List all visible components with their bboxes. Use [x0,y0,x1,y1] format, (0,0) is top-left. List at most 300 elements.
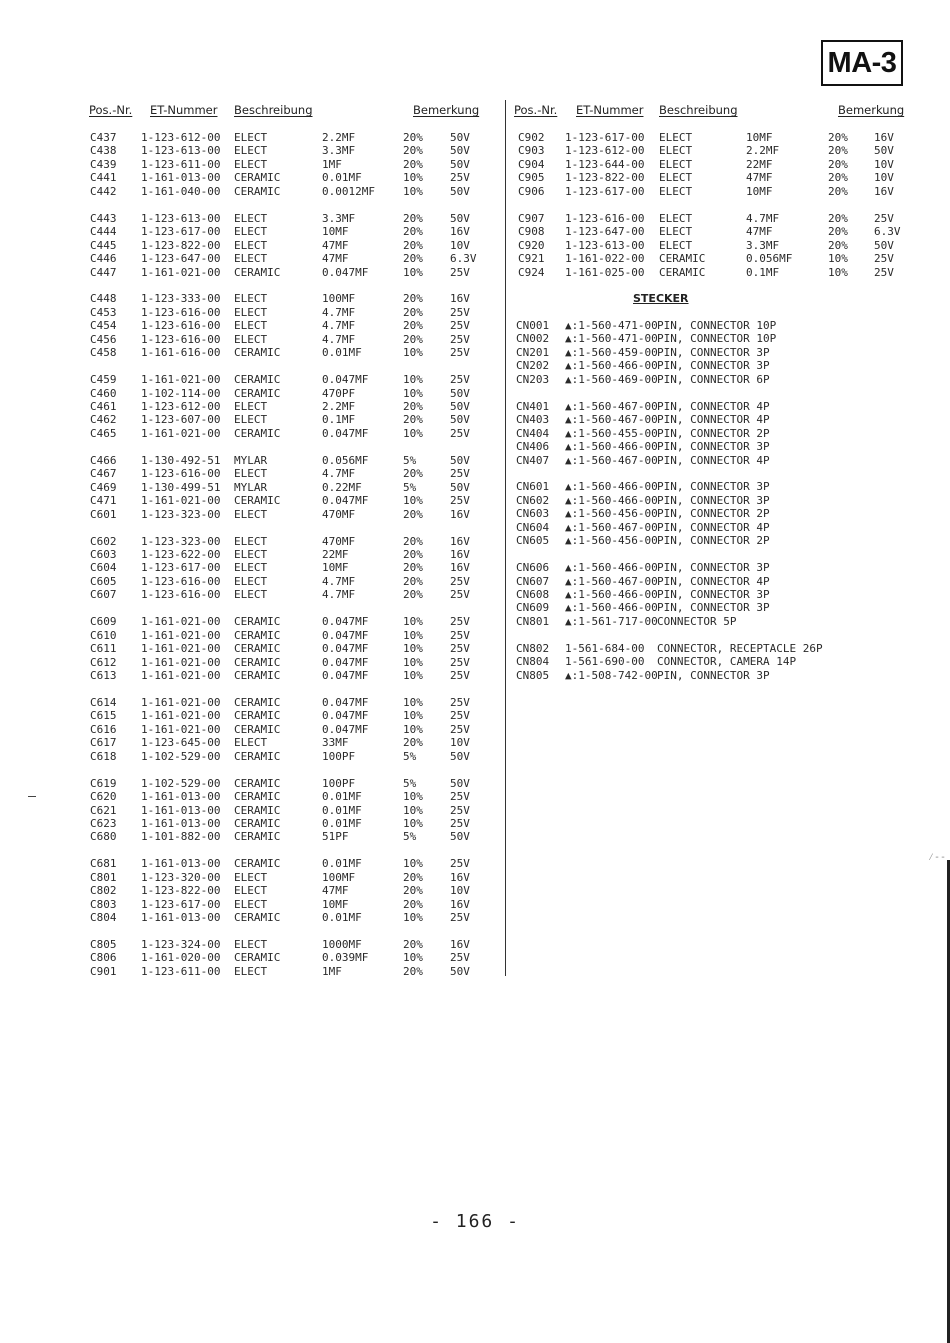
scan-mark-right: ⁄-- [928,852,947,863]
table-row-cell: 50V [450,453,470,467]
table-row-cell: 5% [403,749,417,763]
table-row-cell: 1-161-013-00 [141,171,221,185]
table-row-cell: C904 [518,157,545,171]
connector-row-cell: ▲:1-560-466-00 [565,588,658,601]
table-row-cell: C612 [90,655,117,669]
connector-row-cell: CN602 [516,493,550,507]
table-row-cell: 20% [403,144,423,158]
table-row-cell: C454 [90,319,117,333]
table-row-cell: C920 [518,238,545,252]
table-row-cell: 0.047MF [322,373,369,387]
table-row-cell: C447 [90,265,117,279]
table-row-cell: 1-123-612-00 [565,144,645,158]
table-row-cell: C441 [90,171,117,185]
table-row-cell: 0.047MF [322,494,369,508]
table-row-cell: 470PF [322,386,356,400]
table-row-cell: C465 [90,426,117,440]
table-row-cell: CERAMIC [234,494,281,508]
table-row-cell: 20% [828,184,848,198]
table-row-cell: 1-161-021-00 [141,722,221,736]
table-row-cell: C601 [90,507,117,521]
table-row-cell: 1-123-617-00 [141,897,221,911]
table-row-cell: 1-123-644-00 [565,157,645,171]
table-row-cell: 20% [403,507,423,521]
table-row-cell: ELECT [234,238,268,252]
table-row-cell: 1-123-323-00 [141,507,221,521]
table-row-cell: C459 [90,373,117,387]
connector-row-cell: CN406 [516,440,550,454]
table-row-cell: 16V [874,131,894,144]
table-row-cell: 1-123-647-00 [141,252,221,266]
table-row-cell: ELECT [659,225,693,239]
table-row-cell: ELECT [234,507,268,521]
connector-row-cell: ▲:1-560-466-00 [565,480,658,494]
table-row-cell: C905 [518,171,545,185]
connector-row-cell: PIN, CONNECTOR 3P [657,440,770,454]
table-row-cell: 20% [403,588,423,602]
table-row-cell: CERAMIC [234,816,281,830]
table-row-cell: 1-161-021-00 [141,655,221,669]
table-row-cell: ELECT [659,171,693,185]
connector-row-cell: PIN, CONNECTOR 6P [657,372,770,386]
table-row-cell: 1-123-822-00 [141,884,221,898]
table-row-cell: 1-123-617-00 [141,561,221,575]
table-row-cell: 1-101-882-00 [141,830,221,844]
table-row-cell: C610 [90,628,117,642]
table-row-cell: 1-123-607-00 [141,413,221,427]
connector-row-cell: PIN, CONNECTOR 2P [657,534,770,548]
table-row-cell: ELECT [659,131,693,144]
connector-row-cell: CONNECTOR 5P [657,614,737,628]
table-row-cell: ELECT [234,305,268,319]
connector-row-cell: PIN, CONNECTOR 3P [657,480,770,494]
table-row-cell: 0.01MF [322,857,362,871]
table-row-cell: 10% [403,628,423,642]
table-row-cell: 1-130-499-51 [141,480,221,494]
table-row-cell: 50V [450,480,470,494]
table-row-cell: 10% [403,642,423,656]
connector-row-cell: CN407 [516,453,550,467]
table-row-cell: 1-123-323-00 [141,534,221,548]
table-row-cell: 20% [403,938,423,951]
table-row-cell: 10% [403,857,423,871]
table-row-cell: 47MF [322,252,349,266]
table-row-cell: 25V [450,628,470,642]
table-row-cell: 1-161-013-00 [141,816,221,830]
table-row-cell: C456 [90,332,117,346]
table-row-cell: 1-130-492-51 [141,453,221,467]
table-row-cell: 1-123-616-00 [565,211,645,225]
table-row-cell: 470MF [322,534,356,548]
table-row-cell: CERAMIC [234,615,281,629]
table-row-cell: 25V [450,373,470,387]
table-row-cell: 1-161-022-00 [565,252,645,266]
table-row-cell: 1-102-529-00 [141,776,221,790]
table-row-cell: 0.047MF [322,669,369,682]
table-row-cell: 50V [450,776,470,790]
table-row-cell: 20% [403,238,423,252]
table-row-cell: 47MF [322,238,349,252]
table-row-cell: 50V [450,157,470,171]
table-row-cell: 1-161-616-00 [141,346,221,360]
connector-row-cell: ▲:1-560-459-00 [565,345,658,359]
table-row-cell: 20% [403,319,423,333]
table-row-cell: 10% [403,709,423,723]
table-row-cell: 2.2MF [322,131,356,144]
table-row-cell: C442 [90,184,117,198]
right-header-remark: Bemerkung [838,103,905,117]
table-row-cell: 2.2MF [746,144,780,158]
connector-row-cell: ▲:1-508-742-00 [565,668,658,682]
table-row-cell: 20% [403,467,423,481]
table-row-cell: CERAMIC [234,790,281,804]
table-row-cell: CERAMIC [234,346,281,360]
table-row-cell: 1-123-617-00 [141,225,221,239]
table-row-cell: 5% [403,453,417,467]
connector-row-cell: ▲:1-561-717-00 [565,614,658,628]
connector-row-cell: PIN, CONNECTOR 3P [657,345,770,359]
table-row-cell: C618 [90,749,117,763]
table-row-cell: CERAMIC [659,252,706,266]
table-row-cell: 51PF [322,830,349,844]
table-row-cell: 25V [450,803,470,817]
right-header-desc: Beschreibung [659,103,738,117]
table-row-cell: 0.039MF [322,951,369,965]
connector-row-cell: ▲:1-560-455-00 [565,426,658,440]
table-row-cell: ELECT [234,225,268,239]
table-row-cell: 25V [450,911,470,925]
table-row-cell: 25V [874,211,894,225]
table-row-cell: 20% [403,252,423,266]
connector-row-cell: ▲:1-560-467-00 [565,453,658,467]
table-row-cell: 0.047MF [322,265,369,279]
table-row-cell: C906 [518,184,545,198]
table-row-cell: 1-161-013-00 [141,911,221,925]
table-row-cell: 1-161-021-00 [141,494,221,508]
table-row-cell: 20% [403,870,423,884]
table-row-cell: 6.3V [874,225,901,239]
connector-row-cell: CN608 [516,588,550,601]
table-row-cell: C620 [90,790,117,804]
table-row-cell: 20% [828,211,848,225]
connector-row-cell: PIN, CONNECTOR 4P [657,574,770,588]
table-row-cell: 1-102-114-00 [141,386,221,400]
table-row-cell: 10% [828,265,848,279]
table-row-cell: 4.7MF [746,211,780,225]
table-row-cell: C623 [90,816,117,830]
table-row-cell: 0.047MF [322,709,369,723]
table-row-cell: CERAMIC [234,642,281,656]
table-row-cell: 16V [450,547,470,561]
table-row-cell: 1-123-611-00 [141,157,221,171]
page-number: - 166 - [430,1211,520,1232]
table-row-cell: ELECT [234,561,268,575]
table-row-cell: ELECT [234,319,268,333]
connector-row-cell: PIN, CONNECTOR 3P [657,601,770,615]
table-row-cell: C602 [90,534,117,548]
left-header-remark: Bemerkung [413,103,480,117]
connector-row-cell: ▲:1-560-469-00 [565,372,658,386]
connector-row-cell: ▲:1-560-466-00 [565,440,658,454]
table-row-cell: 25V [450,265,470,279]
table-row-cell: 20% [828,238,848,252]
connector-row-cell: CN403 [516,413,550,427]
table-row-cell: ELECT [659,184,693,198]
table-row-cell: CERAMIC [234,386,281,400]
table-row-cell: 0.01MF [322,911,362,925]
table-row-cell: 1-123-617-00 [565,184,645,198]
table-row-cell: 1-161-013-00 [141,857,221,871]
table-row-cell: 100MF [322,870,356,884]
table-row-cell: C469 [90,480,117,494]
table-row-cell: C907 [518,211,545,225]
table-row-cell: CERAMIC [234,722,281,736]
table-row-cell: 20% [403,964,423,978]
connector-row-cell: ▲:1-560-467-00 [565,574,658,588]
table-row-cell: 20% [403,305,423,319]
table-row-cell: C453 [90,305,117,319]
table-row-cell: CERAMIC [234,776,281,790]
table-row-cell: 1-161-021-00 [141,669,221,682]
table-row-cell: C901 [90,964,117,978]
table-row-cell: ELECT [234,252,268,266]
table-row-cell: 1-161-013-00 [141,803,221,817]
table-row-cell: 50V [450,413,470,427]
table-row-cell: CERAMIC [234,265,281,279]
table-row-cell: ELECT [234,467,268,481]
table-row-cell: 25V [450,709,470,723]
table-row-cell: ELECT [234,332,268,346]
table-row-cell: ELECT [234,547,268,561]
table-row-cell: ELECT [659,157,693,171]
table-row-cell: 20% [403,157,423,171]
table-row-cell: 20% [403,332,423,346]
table-row-cell: C805 [90,938,117,951]
table-row-cell: 1-161-040-00 [141,184,221,198]
table-row-cell: 0.01MF [322,803,362,817]
table-row-cell: 10MF [322,897,349,911]
table-row-cell: 1-161-021-00 [141,628,221,642]
table-row-cell: 25V [450,790,470,804]
table-row-cell: 25V [450,305,470,319]
table-row-cell: 20% [403,400,423,413]
connector-row-cell: PIN, CONNECTOR 3P [657,668,770,682]
table-row-cell: 10% [403,184,423,198]
table-row-cell: 20% [403,884,423,898]
table-row-cell: 1-161-021-00 [141,615,221,629]
table-row-cell: 470MF [322,507,356,521]
table-row-cell: 10MF [746,131,773,144]
table-row-cell: ELECT [234,211,268,225]
table-row-cell: ELECT [234,292,268,306]
table-row-cell: 25V [450,171,470,185]
connector-row-cell: PIN, CONNECTOR 3P [657,588,770,601]
table-row-cell: 10% [403,346,423,360]
table-row-cell: 0.01MF [322,816,362,830]
table-row-cell: 25V [450,722,470,736]
table-row-cell: C444 [90,225,117,239]
table-row-cell: 1-123-613-00 [565,238,645,252]
table-row-cell: 50V [450,211,470,225]
table-row-cell: 10% [828,252,848,266]
connector-row-cell: PIN, CONNECTOR 3P [657,493,770,507]
connector-row-cell: CN805 [516,668,550,682]
table-row-cell: 10% [403,171,423,185]
connector-row-cell: CN605 [516,534,550,548]
connector-row-cell: PIN, CONNECTOR 4P [657,520,770,534]
table-row-cell: 50V [450,386,470,400]
table-row-cell: ELECT [234,938,268,951]
table-row-cell: 10% [403,951,423,965]
table-row-cell: 20% [403,292,423,306]
table-row-cell: CERAMIC [234,669,281,682]
table-row-cell: 100PF [322,776,356,790]
table-row-cell: MYLAR [234,453,268,467]
connector-row-cell: ▲:1-560-467-00 [565,520,658,534]
table-row-cell: 25V [450,319,470,333]
table-row-cell: 47MF [322,884,349,898]
table-row-cell: 10% [403,265,423,279]
table-row-cell: 1-123-613-00 [141,144,221,158]
table-row-cell: 10% [403,722,423,736]
table-row-cell: 1MF [322,157,342,171]
table-row-cell: C613 [90,669,117,682]
table-row-cell: C903 [518,144,545,158]
table-row-cell: 20% [403,547,423,561]
table-row-cell: ELECT [234,131,268,144]
table-row-cell: 10V [450,238,470,252]
table-row-cell: C458 [90,346,117,360]
table-row-cell: CERAMIC [234,695,281,709]
table-row-cell: C614 [90,695,117,709]
table-row-cell: CERAMIC [234,911,281,925]
table-row-cell: 10% [403,695,423,709]
table-row-cell: 5% [403,776,417,790]
table-row-cell: ELECT [659,144,693,158]
table-row-cell: ELECT [234,870,268,884]
connector-row-cell: PIN, CONNECTOR 4P [657,399,770,413]
table-row-cell: 20% [403,225,423,239]
table-row-cell: ELECT [234,964,268,978]
connector-row-cell: PIN, CONNECTOR 10P [657,332,777,346]
table-row-cell: 10V [450,736,470,750]
connector-row-cell: PIN, CONNECTOR 4P [657,413,770,427]
connector-row-cell: CN603 [516,507,550,521]
table-row-cell: 1-161-021-00 [141,642,221,656]
table-row-cell: 4.7MF [322,467,356,481]
table-row-cell: 20% [828,131,848,144]
table-row-cell: 1-161-021-00 [141,695,221,709]
table-row-cell: C603 [90,547,117,561]
table-row-cell: CERAMIC [234,373,281,387]
table-row-cell: C680 [90,830,117,844]
table-row-cell: 0.047MF [322,722,369,736]
table-row-cell: 10% [403,655,423,669]
table-row-cell: 4.7MF [322,574,356,588]
table-row-cell: 16V [450,870,470,884]
table-row-cell: 1-161-021-00 [141,265,221,279]
table-row-cell: 1-123-613-00 [141,211,221,225]
table-row-cell: C448 [90,292,117,306]
table-row-cell: 47MF [746,171,773,185]
table-row-cell: 1-123-616-00 [141,319,221,333]
table-row-cell: 25V [450,857,470,871]
connector-row-cell: CN001 [516,319,550,332]
connector-row-cell: PIN, CONNECTOR 2P [657,507,770,521]
connector-row-cell: CN606 [516,561,550,575]
table-row-cell: C461 [90,400,117,413]
table-row-cell: 25V [874,252,894,266]
table-row-cell: 1-123-617-00 [565,131,645,144]
connector-row-cell: ▲:1-560-467-00 [565,413,658,427]
table-row-cell: 10% [403,386,423,400]
table-row-cell: ELECT [234,400,268,413]
table-row-cell: CERAMIC [659,265,706,279]
connector-row-cell: CN604 [516,520,550,534]
table-row-cell: 1-123-822-00 [565,171,645,185]
table-row-cell: 0.047MF [322,628,369,642]
table-row-cell: C617 [90,736,117,750]
table-row-cell: C806 [90,951,117,965]
table-row-cell: 20% [403,413,423,427]
connector-row-cell: CN002 [516,332,550,346]
table-row-cell: 1-123-612-00 [141,400,221,413]
table-row-cell: 0.1MF [322,413,356,427]
table-row-cell: C446 [90,252,117,266]
table-row-cell: CERAMIC [234,655,281,669]
table-row-cell: 1-123-611-00 [141,964,221,978]
table-row-cell: C615 [90,709,117,723]
table-row-cell: C438 [90,144,117,158]
connector-row-cell: CN601 [516,480,550,494]
table-row-cell: 1-161-021-00 [141,709,221,723]
table-row-cell: 1-161-021-00 [141,426,221,440]
table-row-cell: ELECT [234,413,268,427]
table-row-cell: 0.047MF [322,615,369,629]
table-row-cell: C921 [518,252,545,266]
table-row-cell: 25V [450,426,470,440]
connector-row-cell: CN801 [516,614,550,628]
table-row-cell: 10% [403,790,423,804]
table-row-cell: 47MF [746,225,773,239]
table-row-cell: ELECT [234,157,268,171]
table-row-cell: 1MF [322,964,342,978]
table-row-cell: 50V [450,184,470,198]
table-row-cell: ELECT [234,884,268,898]
table-row-cell: 50V [450,830,470,844]
table-row-cell: 16V [874,184,894,198]
connector-row-cell: 1-561-690-00 [565,655,645,669]
connector-row-cell: CN203 [516,372,550,386]
table-row-cell: 0.0012MF [322,184,375,198]
table-row-cell: 50V [874,144,894,158]
table-row-cell: 10% [403,669,423,682]
table-row-cell: C908 [518,225,545,239]
table-row-cell: CERAMIC [234,803,281,817]
connector-row-cell: PIN, CONNECTOR 3P [657,561,770,575]
connector-row-cell: CN401 [516,399,550,413]
connector-row-cell: 1-561-684-00 [565,641,645,655]
table-row-cell: 1-123-616-00 [141,588,221,602]
connector-row-cell: ▲:1-560-466-00 [565,561,658,575]
connector-row-cell: ▲:1-560-467-00 [565,399,658,413]
table-row-cell: 6.3V [450,252,477,266]
table-row-cell: CERAMIC [234,426,281,440]
table-row-cell: 10% [403,494,423,508]
table-row-cell: 22MF [746,157,773,171]
connector-row-cell: CONNECTOR, RECEPTACLE 26P [657,641,823,655]
table-row-cell: 0.047MF [322,426,369,440]
